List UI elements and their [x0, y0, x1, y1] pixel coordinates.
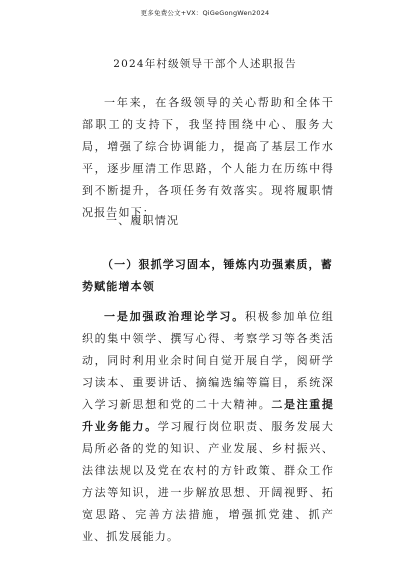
section-heading: 一、履职情况 [106, 214, 180, 227]
body-paragraph [82, 306, 334, 548]
point-two-lead: 二是注重提升业务能力。 [82, 398, 335, 433]
intro-paragraph: 一年来，在各级领导的关心帮助和全体干部职工的支持下，我坚持围绕中心、服务大局，增强了综合协调能力，提高了基层工作水平，逐步厘清工作思路，个人能力在历练中得到不断提升，各项任务有效落实。现将履职情况报告如下： [82, 96, 334, 219]
point-one-body: 积极参加单位组织的集中领学、撰写心得、考察学习等各类活动，同时利用业余时间自觉开展自学，阅研学习读本、重要讲话、摘编选编等篇目，系统深入学习新思想和党的二十大精神。 [82, 310, 334, 411]
point-one-lead: 一是加强政治理论学习。 [104, 310, 245, 323]
header-watermark-note: 更多免费公文+VX：QiGeGongWen2024 [140, 9, 270, 17]
point-two-body: 学习履行岗位职责、服务发展大局所必备的党的知识、产业发展、乡村振兴、法律法规以及党在农村的方针政策、群众工作方法等知识，进一步解放思想、开阔视野、拓宽思路、完善方法措施，增强抓党建、抓产业、抓发展能力。 [82, 420, 334, 543]
subsection-heading: （一）狠抓学习固本，锤炼内功强素质，蓄势赋能增本领 [82, 258, 333, 293]
document-title: 2024年村级领导干部个人述职报告 [113, 58, 297, 70]
